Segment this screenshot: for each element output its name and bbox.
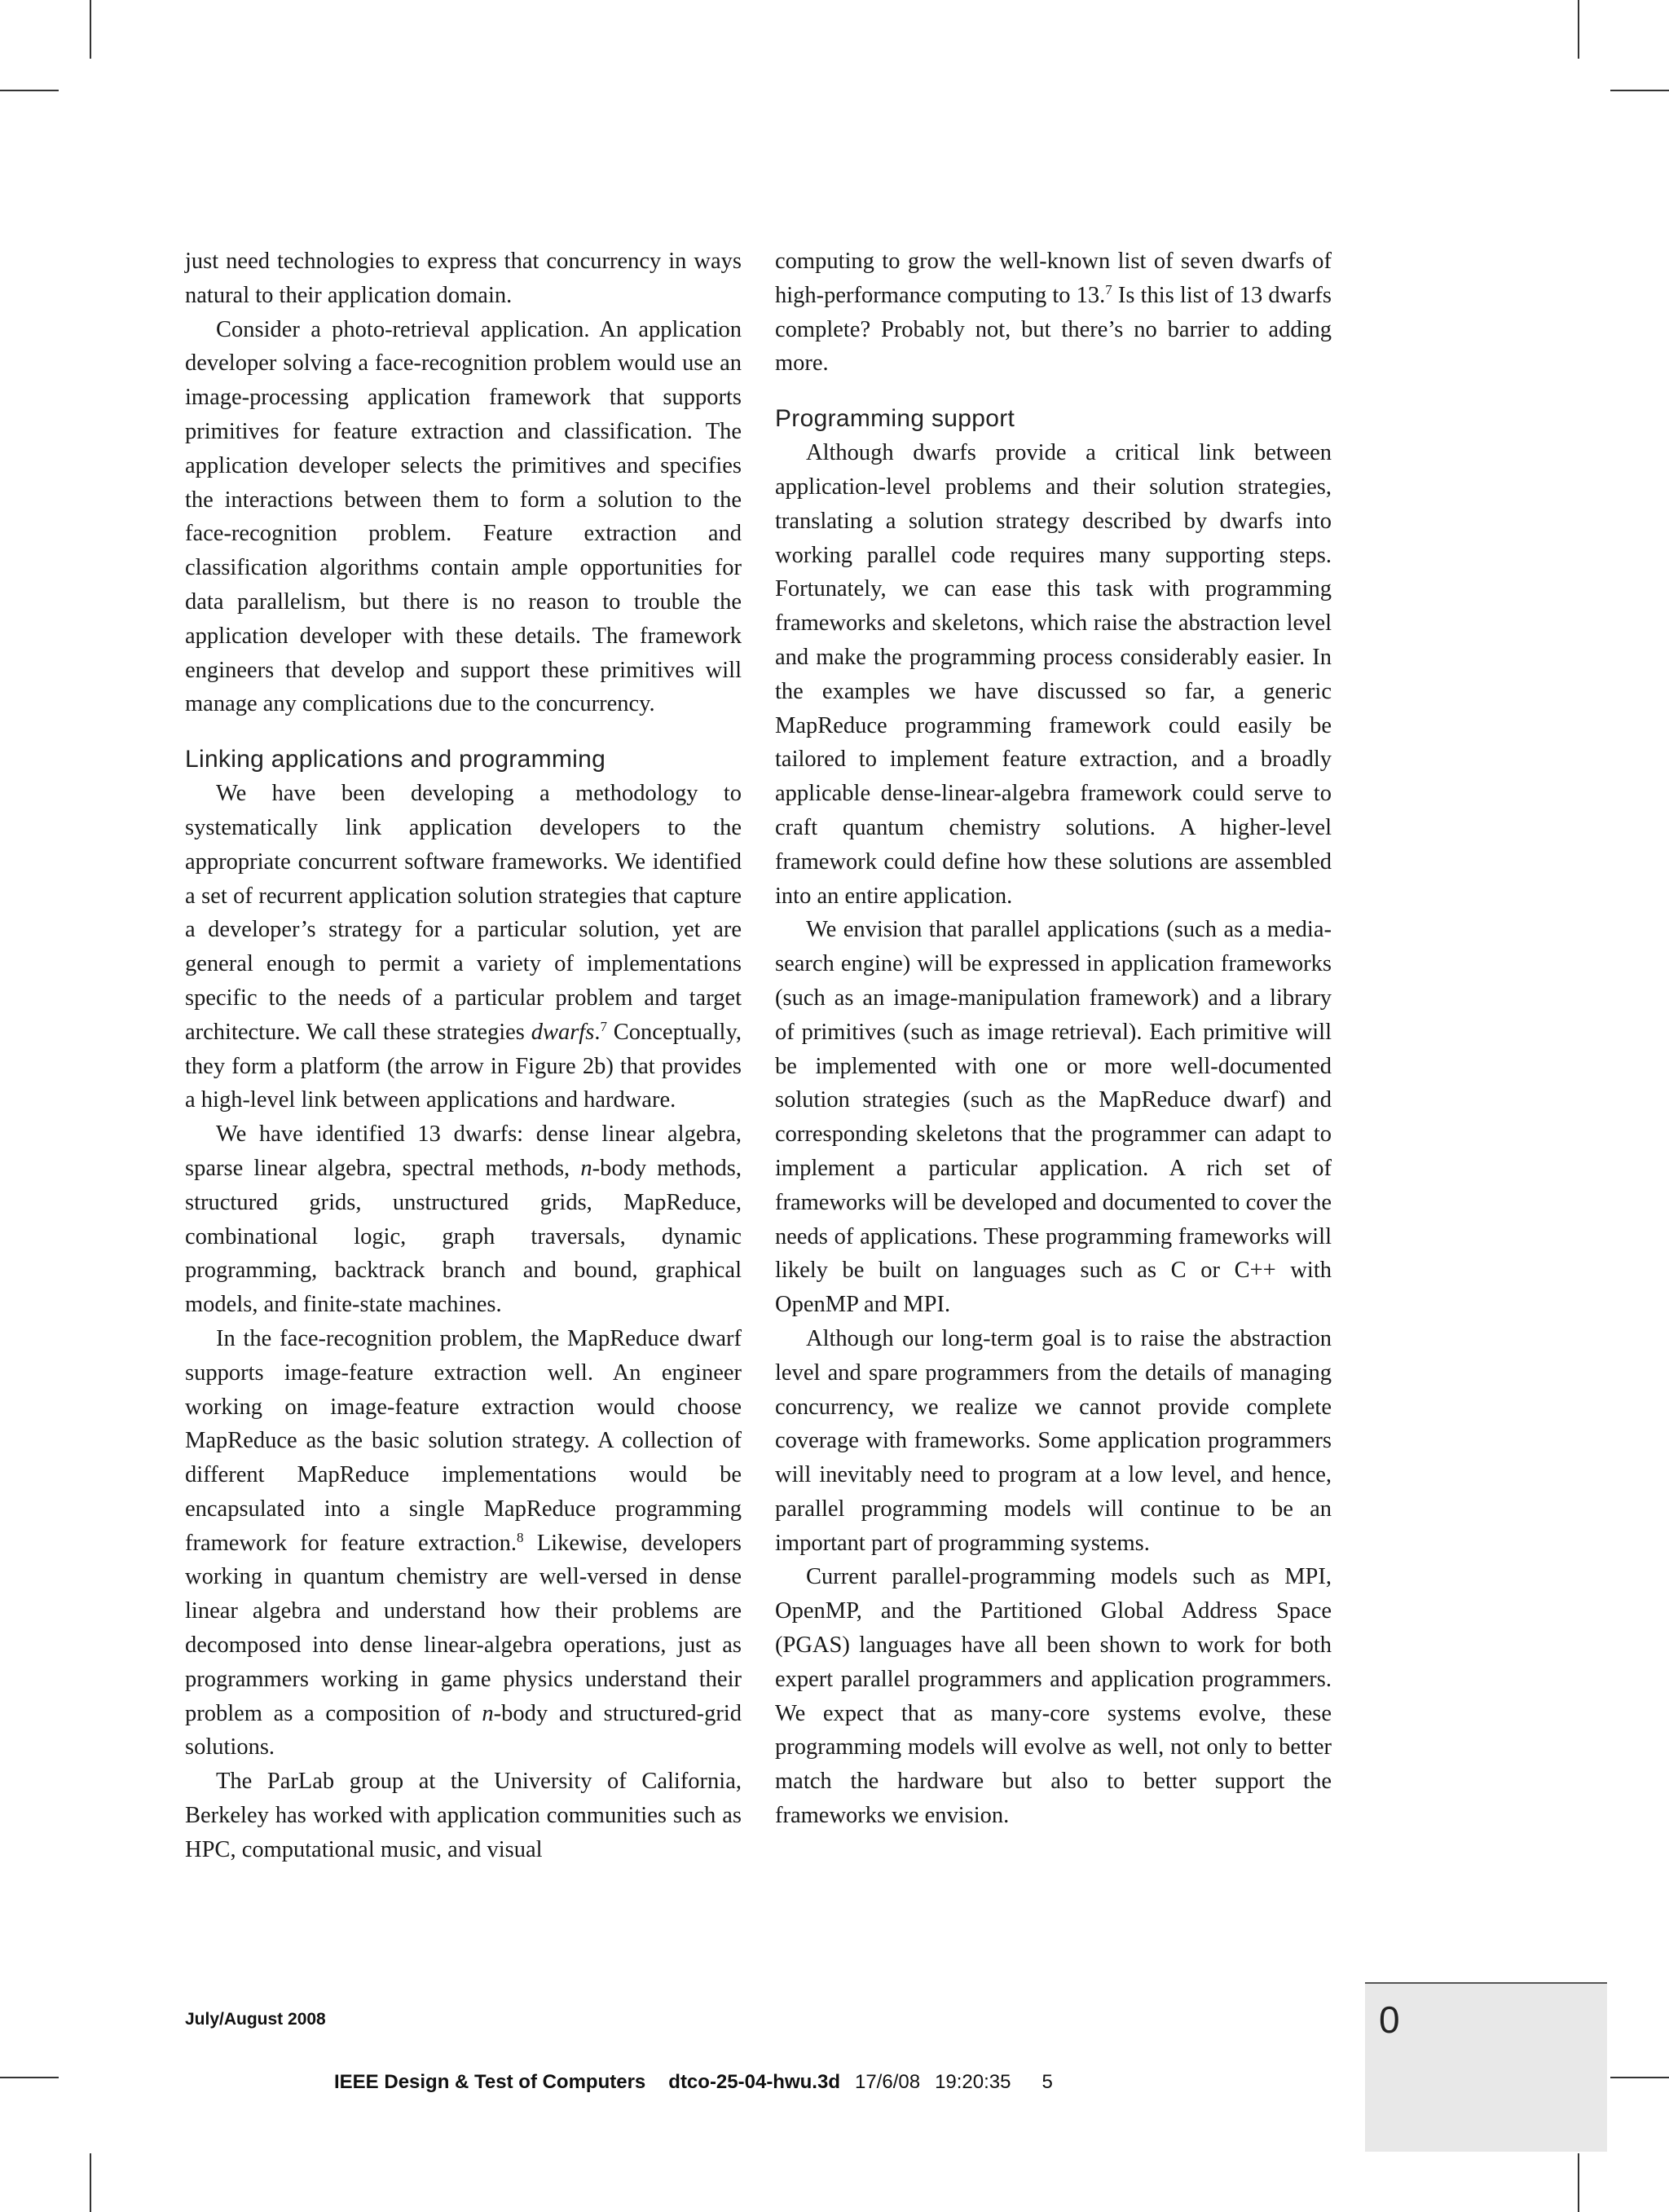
page-number-tab (1365, 1982, 1607, 2152)
emphasis: n (580, 1155, 592, 1181)
left-column (185, 245, 742, 1867)
slug-file: dtco-25-04-hwu.3d (668, 2071, 840, 2093)
right-column (775, 245, 1332, 1833)
text-run: We have been developing a methodology to systematically link application developers to the appropriate concurrent software frameworks. We identified a set of recurrent application solution strategies that capture a developer’s strategy for a particular solution, yet are general enough to permit a variety of implementations specific to the needs of a particular problem and target architecture. We call these strategies (185, 781, 742, 1045)
print-slug (334, 2071, 1053, 2094)
paragraph: Current parallel-programming models such as MPI, OpenMP, and the Partitioned Global Address Space (PGAS) languages have all been shown to work for both expert parallel programmers and application programmers. We expect that as many-core systems evolve, these programming models will evolve as well, not only to better match the hardware but also to better support the frameworks we envision. (775, 1564, 1332, 1829)
section-heading: Linking applications and programming (185, 746, 606, 773)
citation-ref: 7 (600, 1018, 607, 1034)
text-run: -body and structured-grid solutions. (185, 1700, 742, 1760)
paragraph (185, 1117, 742, 1322)
page-number: 0 (1379, 1998, 1400, 2041)
slug-page: 5 (1041, 2071, 1053, 2093)
paragraph: Although dwarfs provide a critical link between application-level problems and their solution strategies, translating a solution strategy described by dwarfs into working parallel code requires many supporting steps. Fortunately, we can ease this task with programming frameworks and skeletons, which raise the abstraction level and make the programming process considerably easier. In the examples we have discussed so far, a generic MapReduce programming framework could easily be tailored to implement feature extraction, and a broadly applicable dense-linear-algebra framework could serve to craft quantum chemistry solutions. A higher-level framework could define how these solutions are assembled into an entire application. (775, 440, 1332, 909)
slug-journal: IEEE Design & Test of Computers (334, 2071, 646, 2093)
emphasis: dwarfs (531, 1019, 595, 1045)
crop-mark-bottom-left-h (0, 2077, 59, 2078)
crop-mark-top-right-h (1610, 90, 1669, 91)
slug-date: 17/6/08 (854, 2071, 921, 2093)
text-run: Conceptually, they form a platform (the arrow in Figure 2b) that provides a high-level link between applications and hardware. (185, 1019, 742, 1113)
paragraph (185, 777, 742, 1117)
crop-mark-bottom-right-h (1610, 2077, 1669, 2078)
crop-mark-bottom-right (1578, 2153, 1579, 2212)
text-run: Likewise, developers working in quantum chemistry are well-versed in dense linear algebra and understand how their problems are decomposed into dense linear-algebra operations, just as programmers working in game physics understand their problem as a composition of (185, 1530, 742, 1726)
slug-time: 19:20:35 (935, 2071, 1011, 2093)
section-heading: Programming support (775, 405, 1015, 433)
paragraph: Consider a photo-retrieval application. An application developer solving a face-recognition problem would use an image-processing application framework that supports primitives for feature extraction and classification. The application developer selects the primitives and specifies the interactions between them to form a solution to the face-recognition problem. Feature extraction and classification algorithms contain ample opportunities for data parallelism, but there is no reason to trouble the application developer with these details. The framework engineers that develop and support these primitives will manage any complications due to the concurrency. (185, 316, 742, 717)
crop-mark-top-right (1578, 0, 1579, 59)
citation-ref: 7 (1105, 281, 1112, 297)
crop-mark-top-left-h (0, 90, 59, 91)
citation-ref: 8 (517, 1529, 524, 1545)
text-run: -body methods, structured grids, unstructured grids, MapReduce, combinational logic, graph traversals, dynamic programming, backtrack branch and bound, graphical models, and finite-state machines. (185, 1155, 742, 1318)
paragraph: We envision that parallel applications (such as a media-search engine) will be expressed in application frameworks (such as an image-manipulation framework) and a library of primitives (such as image retrieval). Each primitive will be implemented with one or more well-documented solution strategies (such as the MapReduce dwarf) and corresponding skeletons that the programmer can adapt to implement a particular application. A rich set of frameworks will be developed and documented to cover the needs of applications. These programming frameworks will likely be built on languages such as C or C++ with OpenMP and MPI. (775, 917, 1332, 1318)
paragraph (185, 1322, 742, 1765)
text-run: We have identified 13 dwarfs: dense linear algebra, sparse linear algebra, spectral methods, (185, 1121, 742, 1181)
paragraph: just need technologies to express that concurrency in ways natural to their application domain. (185, 249, 742, 308)
emphasis: n (482, 1700, 494, 1726)
paragraph (775, 245, 1332, 381)
crop-mark-top-left (90, 0, 91, 59)
crop-mark-bottom-left (90, 2153, 91, 2212)
text-run: computing to grow the well-known list of seven dwarfs of high-performance computing to 13. (775, 249, 1332, 308)
paragraph: The ParLab group at the University of California, Berkeley has worked with application communities such as HPC, computational music, and visual (185, 1769, 742, 1862)
text-run: . (594, 1019, 601, 1045)
text-run: In the face-recognition problem, the MapReduce dwarf supports image-feature extraction well. An engineer working on image-feature extraction would choose MapReduce as the basic solution strategy. A collection of different MapReduce implementations would be encapsulated into a single MapReduce programming framework for feature extraction. (185, 1325, 742, 1556)
paragraph: Although our long-term goal is to raise the abstraction level and spare programmers from the details of managing concurrency, we realize we cannot provide complete coverage with frameworks. Some application programmers will inevitably need to program at a low level, and hence, parallel programming models will continue to be an important part of programming systems. (775, 1325, 1332, 1556)
issue-date: July/August 2008 (185, 2010, 326, 2029)
text-run: Is this list of 13 dwarfs complete? Probably not, but there’s no barrier to adding more. (775, 282, 1332, 377)
